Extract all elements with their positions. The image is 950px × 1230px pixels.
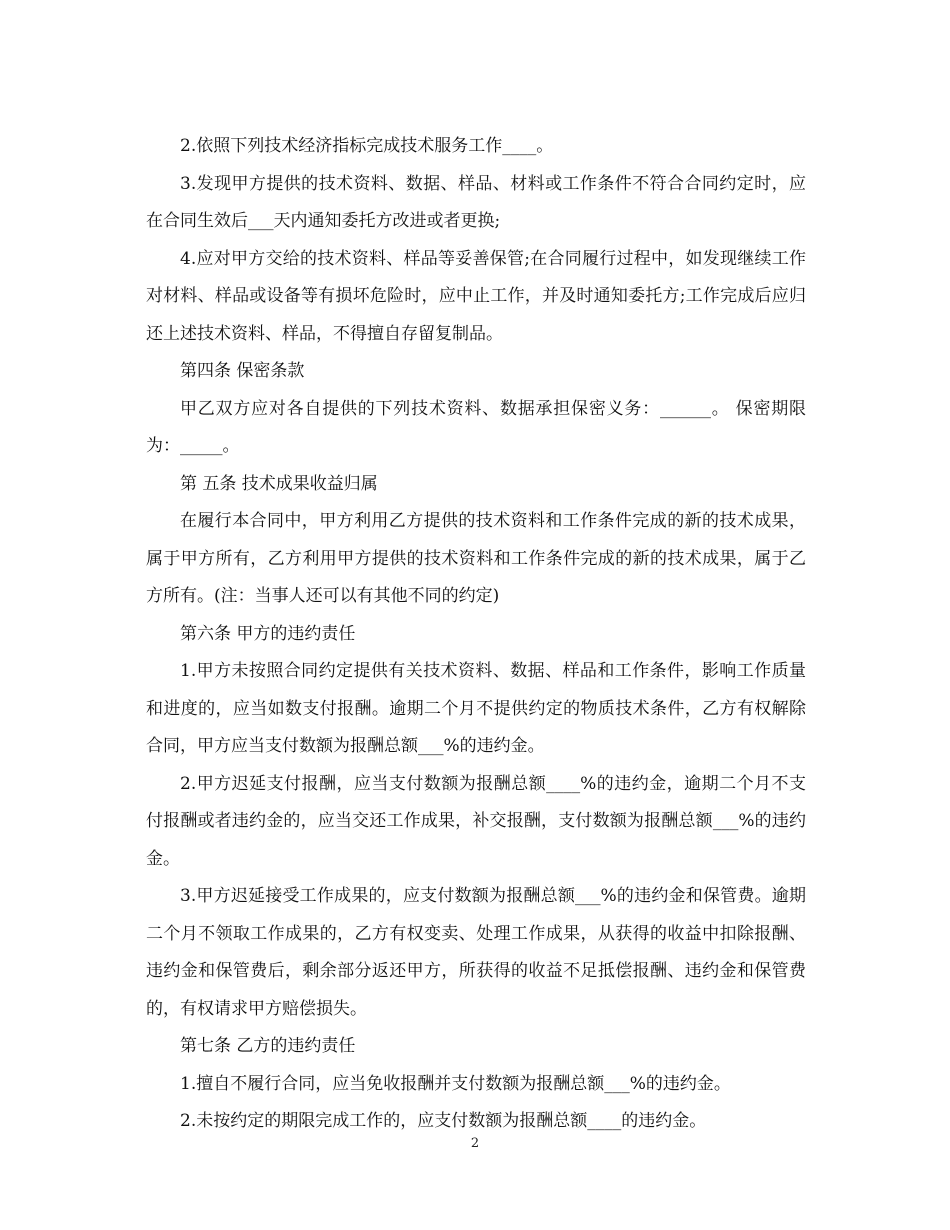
article-6-heading: 第六条 甲方的违约责任 bbox=[180, 623, 356, 644]
party-b-liability-1: 1.擅自不履行合同，应当免收报酬并支付数额为报酬总额___%的违约金。 bbox=[180, 1073, 731, 1094]
article-7-heading: 第七条 乙方的违约责任 bbox=[180, 1036, 356, 1056]
party-a-liability-3: 3.甲方迟延接受工作成果的，应支付数额为报酬总额___%的违约金和保管费。逾期二个月不领取工作成果的，乙方有权变卖、处理工作成果，从获得的收益中扣除报酬、违约金和保管费后，剩余部分返还甲方，所获得的收益不足抵偿报酬、违约金和保管费的，有权请求甲方赔偿损失。 bbox=[146, 886, 806, 1019]
page-number: 2 bbox=[470, 1136, 480, 1151]
clause-item-2: 2.依照下列技术经济指标完成技术服务工作____。 bbox=[180, 136, 554, 156]
clause-item-4: 4.应对甲方交给的技术资料、样品等妥善保管;在合同履行过程中，如发现继续工作对材料、样品或设备等有损坏危险时，应中止工作，并及时通知委托方;工作完成后应归还上述技术资料、样品，不得擅自存留复制品。 bbox=[146, 248, 806, 344]
party-a-liability-1: 1.甲方未按照合同约定提供有关技术资料、数据、样品和工作条件，影响工作质量和进度的，应当如数支付报酬。逾期二个月不提供约定的物质技术条件，乙方有权解除合同，甲方应当支付数额为报酬总额___%的违约金。 bbox=[146, 661, 806, 756]
article-5-heading: 第 五条 技术成果收益归属 bbox=[180, 473, 378, 494]
clause-item-3: 3.发现甲方提供的技术资料、数据、样品、材料或工作条件不符合合同约定时，应在合同生效后___天内通知委托方改进或者更换; bbox=[146, 173, 806, 231]
confidentiality-text: 甲乙双方应对各自提供的下列技术资料、数据承担保密义务：______。 保密期限为：_____。 bbox=[146, 398, 806, 456]
article-4-heading: 第四条 保密条款 bbox=[180, 361, 305, 381]
document-body bbox=[146, 128, 806, 1141]
party-b-liability-2: 2.未按约定的期限完成工作的，应支付数额为报酬总额____的违约金。 bbox=[180, 1111, 707, 1131]
party-a-liability-2: 2.甲方迟延支付报酬，应当支付数额为报酬总额____%的违约金，逾期二个月不支付报酬或者违约金的，应当交还工作成果，补交报酬，支付数额为报酬总额___%的违约金。 bbox=[146, 773, 806, 869]
ownership-text: 在履行本合同中，甲方利用乙方提供的技术资料和工作条件完成的新的技术成果，属于甲方所有，乙方利用甲方提供的技术资料和工作条件完成的新的技术成果，属于乙方所有。(注：当事人还可以有其他不同的约定) bbox=[146, 511, 806, 606]
